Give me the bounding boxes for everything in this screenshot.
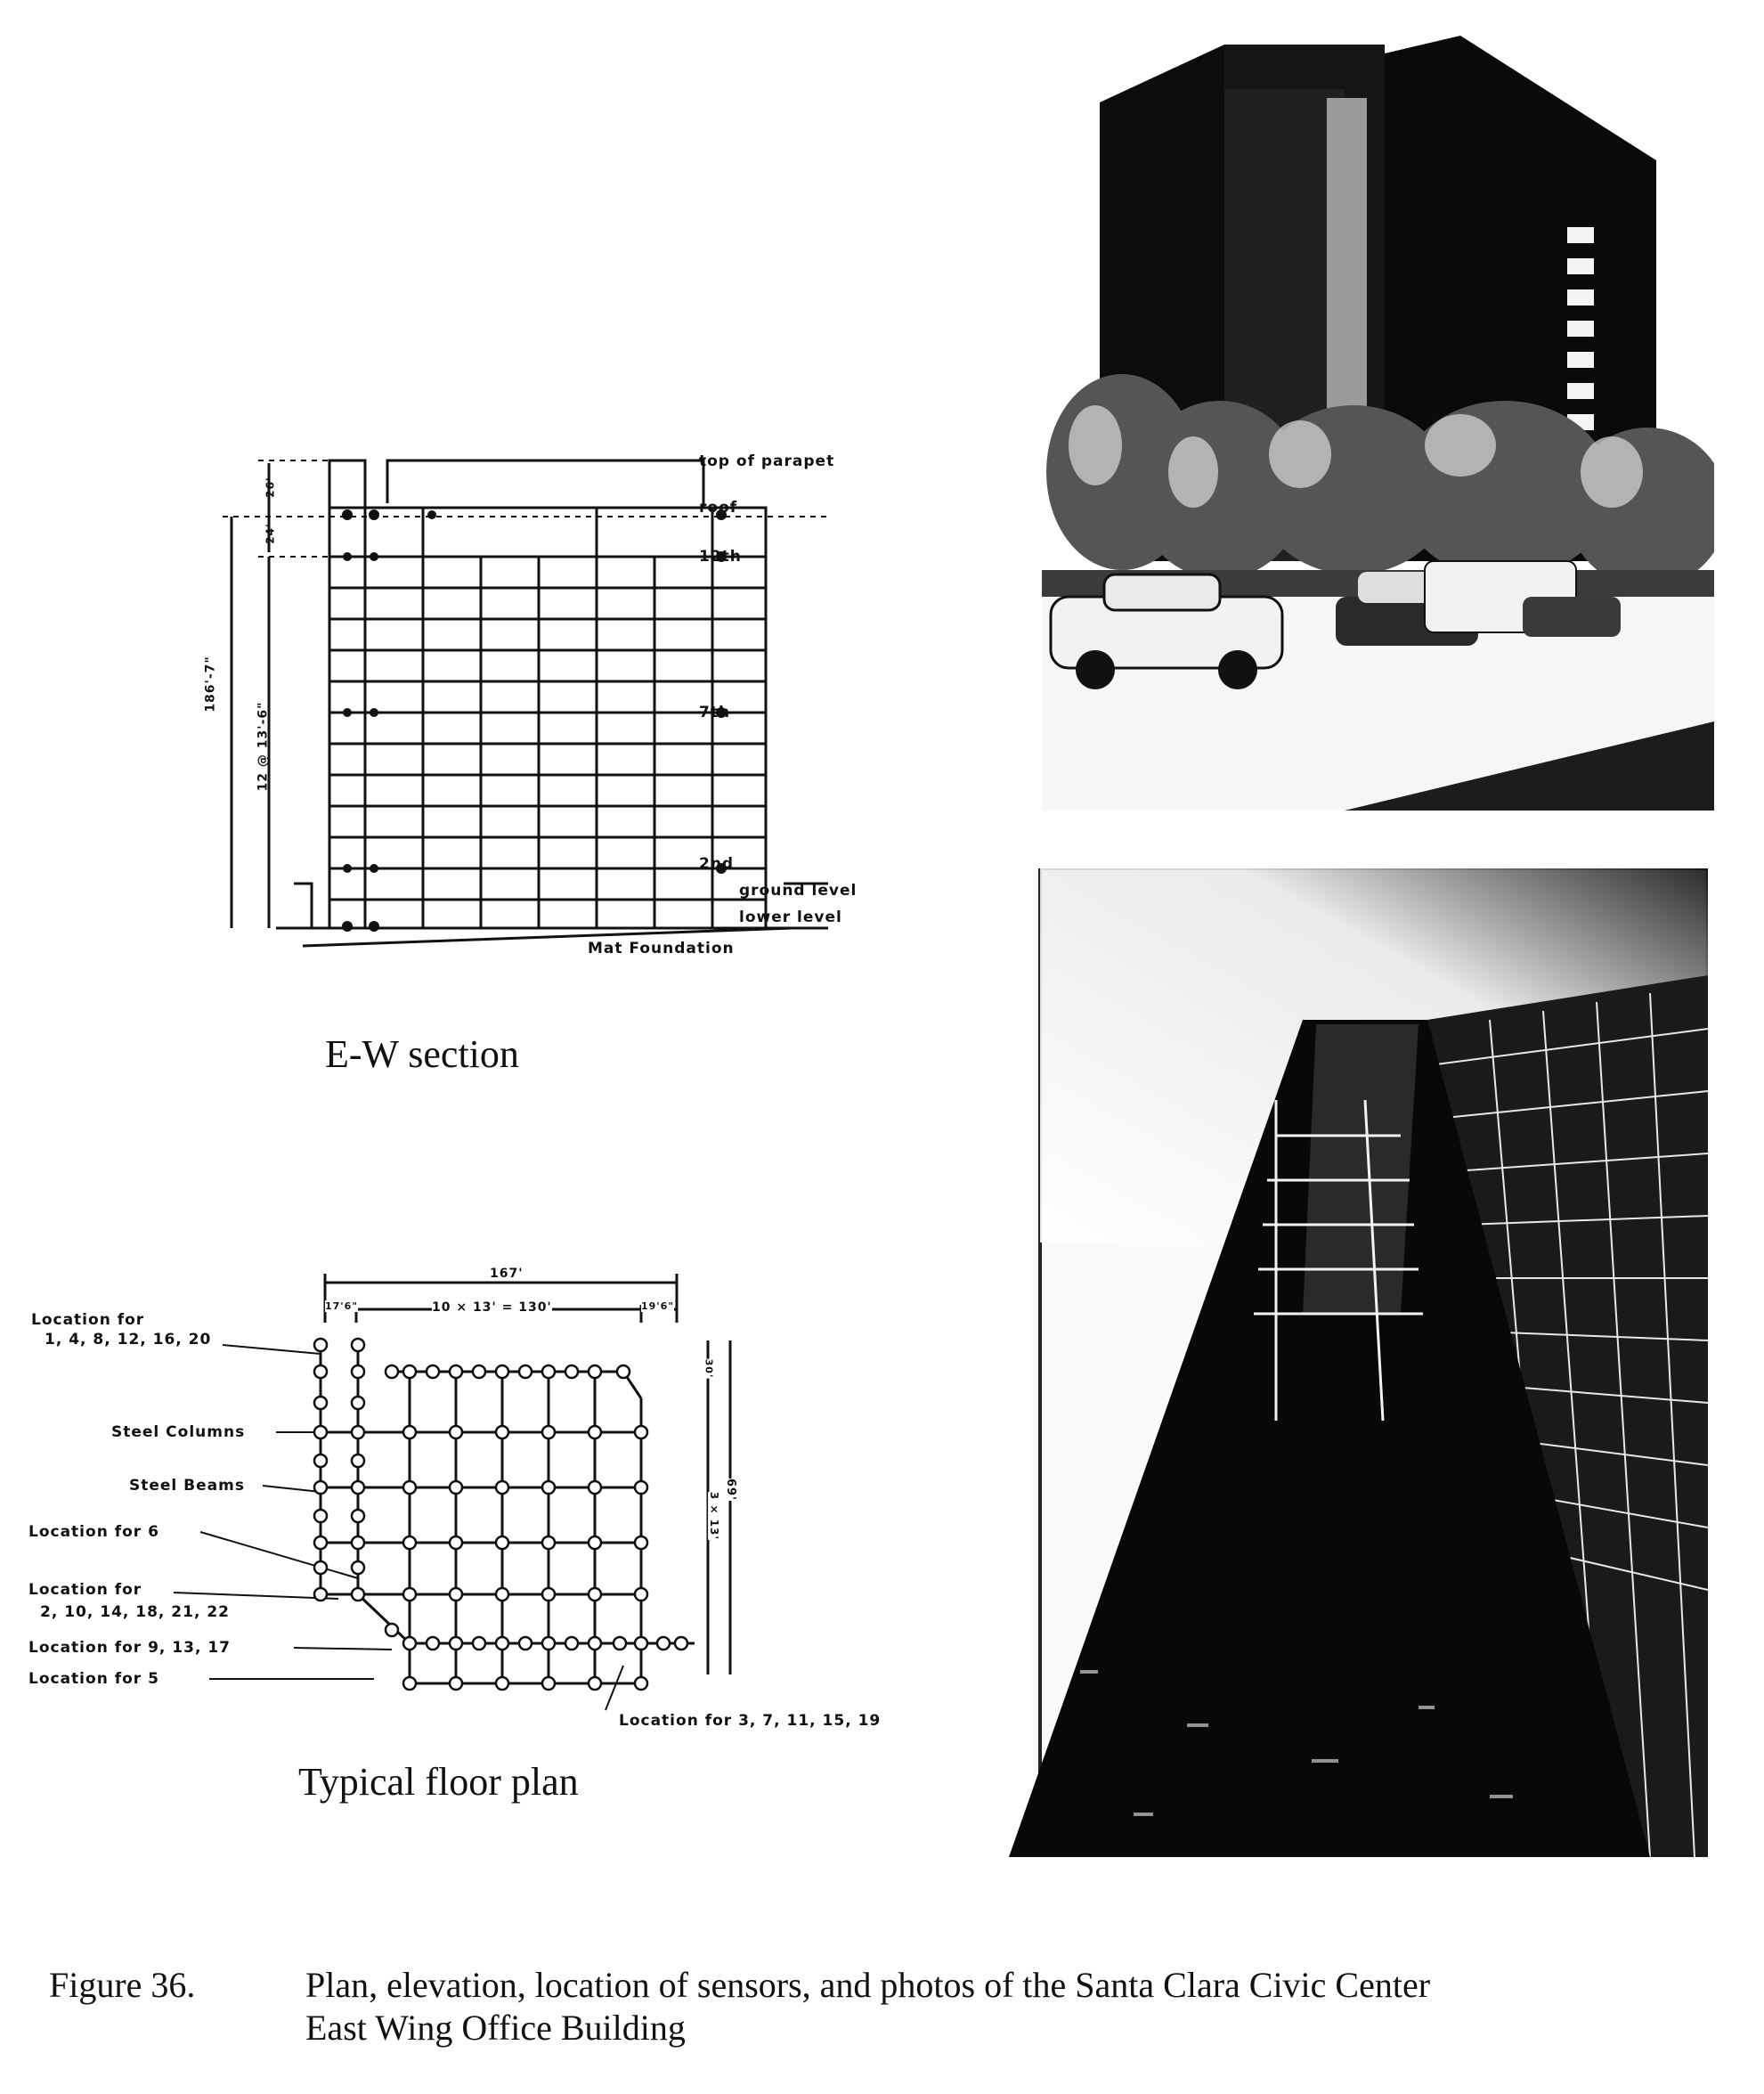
label-12th: 12th <box>699 548 742 566</box>
floor-plan-title: Typical floor plan <box>298 1760 579 1804</box>
label-location-1: Location for <box>31 1311 145 1329</box>
dim-typical: 12 @ 13'-6" <box>256 701 271 792</box>
dim-right-bay: 19'6" <box>641 1300 675 1312</box>
floor-plan-figure <box>18 1256 944 1737</box>
label-location-2-list: 2, 10, 14, 18, 21, 22 <box>40 1603 230 1621</box>
label-lower-level: lower level <box>739 908 842 926</box>
figure-number: Figure 36. <box>49 1965 196 2005</box>
label-steel-beams: Steel Beams <box>129 1477 245 1495</box>
dim-depth-mid: 3 × 13' <box>708 1491 721 1541</box>
photo-top-exterior <box>1042 27 1714 811</box>
label-7th: 7th <box>699 704 731 721</box>
dim-overall: 167' <box>490 1267 524 1281</box>
figure-caption-line1: Plan, elevation, location of sensors, and photos of the Santa Clara Civic Center <box>305 1965 1431 2005</box>
dim-depth: 69' <box>724 1478 738 1502</box>
figure-caption-line2: East Wing Office Building <box>305 2008 686 2048</box>
label-2nd: 2nd <box>699 855 735 873</box>
label-location-9: Location for 9, 13, 17 <box>28 1639 231 1657</box>
label-location-2: Location for <box>28 1581 142 1599</box>
dim-upper: 24' <box>264 523 277 544</box>
photo-bottom-svg <box>1009 868 1708 1857</box>
ew-section-figure <box>205 445 944 980</box>
photo-bottom-facade <box>1009 868 1708 1857</box>
ew-section-svg <box>205 445 944 980</box>
dim-left-bay: 17'6" <box>325 1300 359 1312</box>
label-steel-columns: Steel Columns <box>111 1423 246 1441</box>
label-location-5: Location for 5 <box>28 1670 159 1688</box>
dim-parapet: 26' <box>264 477 277 498</box>
label-roof: roof <box>699 499 738 517</box>
floor-plan-svg <box>18 1256 944 1737</box>
label-parapet: top of parapet <box>699 452 835 470</box>
ew-section-title: E-W section <box>325 1032 519 1076</box>
label-location-3: Location for 3, 7, 11, 15, 19 <box>619 1712 882 1730</box>
dim-total-height: 186'-7" <box>203 656 218 713</box>
label-location-6: Location for 6 <box>28 1523 159 1541</box>
label-location-1-list: 1, 4, 8, 12, 16, 20 <box>45 1331 212 1348</box>
label-ground-level: ground level <box>739 882 858 900</box>
dim-bays: 10 × 13' = 130' <box>432 1300 552 1315</box>
photo-top-svg <box>1042 27 1714 811</box>
dim-depth-top: 30' <box>703 1358 715 1379</box>
label-mat-foundation: Mat Foundation <box>588 940 735 957</box>
